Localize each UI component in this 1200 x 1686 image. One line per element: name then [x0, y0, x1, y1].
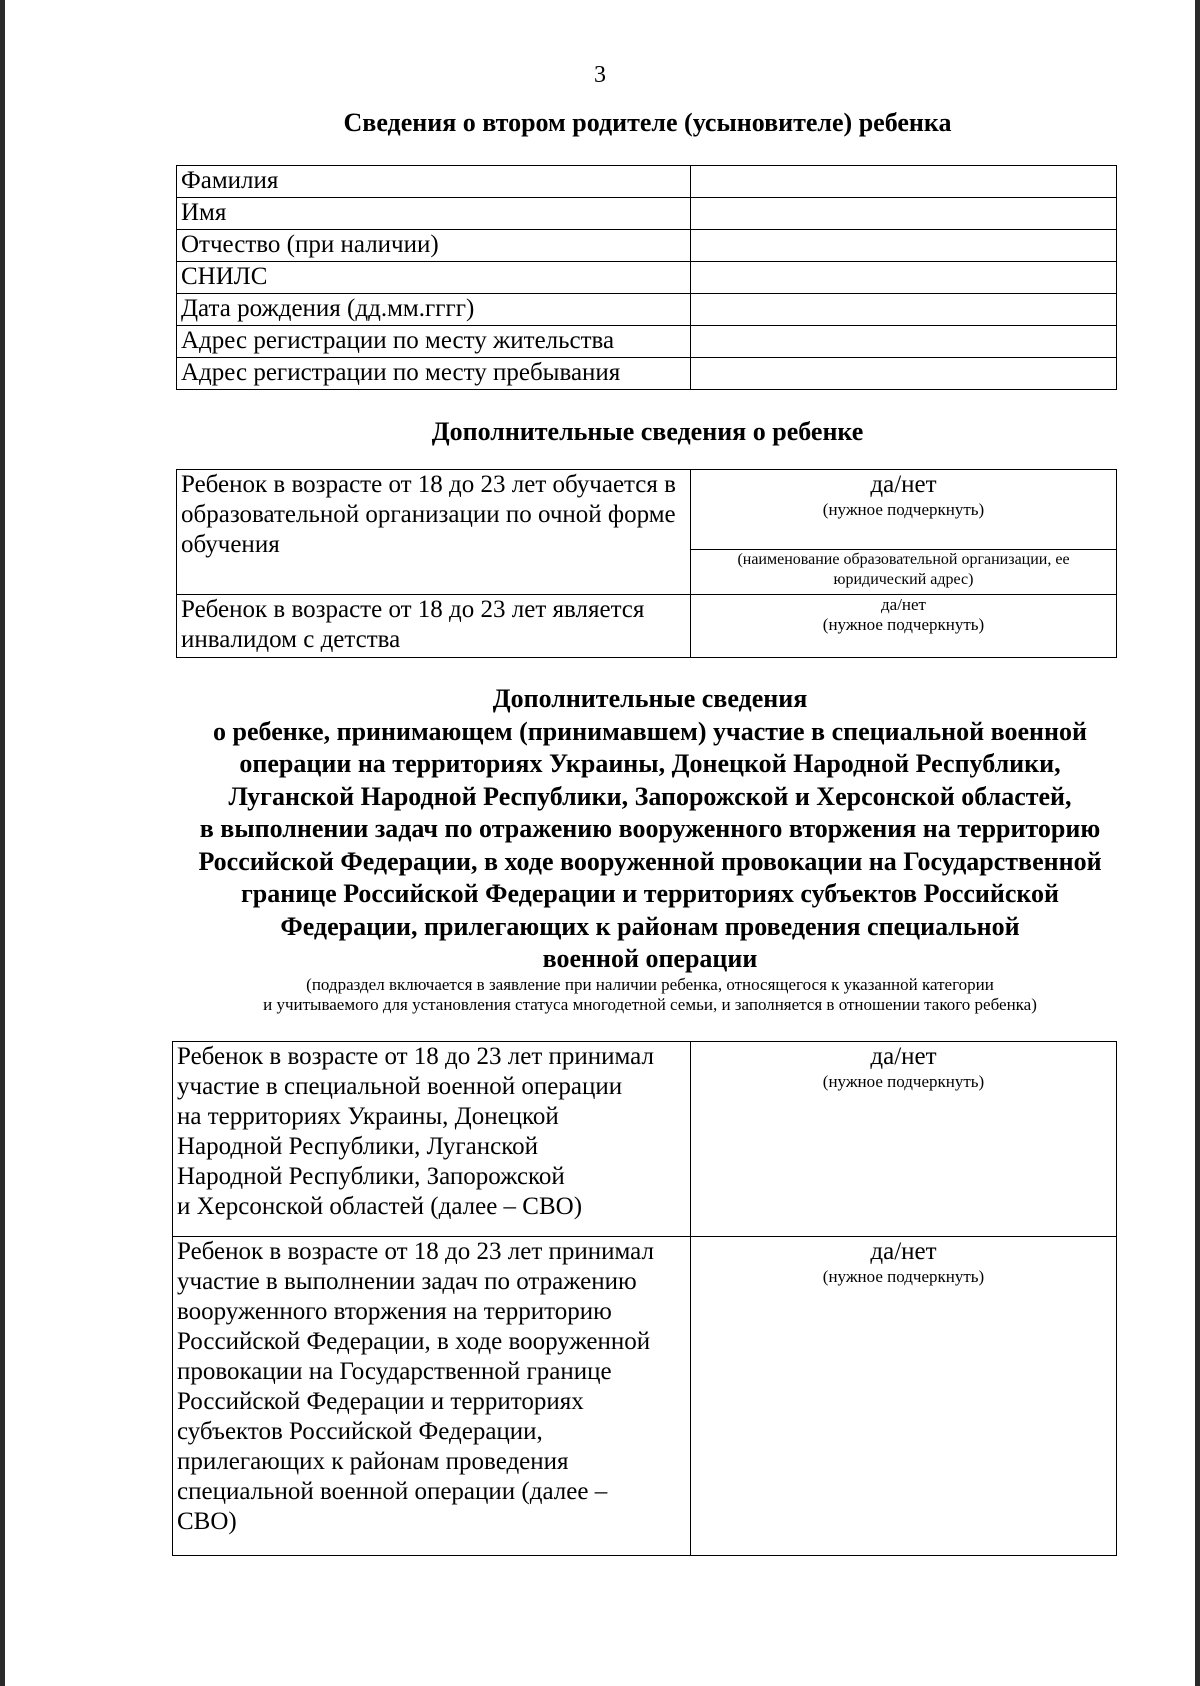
disabled-answer-cell[interactable] — [691, 595, 1117, 658]
field-label-snils: СНИЛС — [177, 262, 691, 294]
study-org-hint: (наименование образовательной организации, ее юридический адрес) — [737, 550, 1070, 588]
svo-title-line: Российской Федерации, в ходе вооруженной провокации на Государственной — [198, 846, 1102, 876]
study-hint: (нужное подчеркнуть) — [822, 500, 985, 519]
field-value-snils[interactable] — [691, 262, 1117, 294]
svo-row-2-line: Ребенок в возрасте от 18 до 23 лет принимал — [177, 1238, 654, 1265]
disabled-hint: (нужное подчеркнуть) — [822, 615, 985, 634]
study-org-cell[interactable] — [691, 549, 1117, 594]
svo-row-2-line: СВО) — [177, 1508, 237, 1535]
disabled-answer[interactable]: да/нет — [881, 595, 926, 614]
field-label-residence-address: Адрес регистрации по месту жительства — [177, 326, 691, 358]
table-row — [177, 262, 1117, 294]
svo-title-line: Федерации, прилегающих к районам проведения специальной — [280, 911, 1020, 941]
table-row — [177, 470, 1117, 550]
svo-row-1-line: Ребенок в возрасте от 18 до 23 лет принимал — [177, 1043, 654, 1070]
svo-row-2-line: субъектов Российской Федерации, — [177, 1418, 543, 1445]
svo-row-1-hint: (нужное подчеркнуть) — [822, 1072, 985, 1091]
svo-title-line: военной операции — [542, 944, 758, 973]
svo-title-line: в выполнении задач по отражению вооруженного вторжения на территорию — [199, 814, 1101, 843]
svo-row-2-answer[interactable]: да/нет — [870, 1238, 937, 1265]
field-value-residence-address[interactable] — [691, 326, 1117, 358]
svo-row-2-hint: (нужное подчеркнуть) — [822, 1267, 985, 1286]
svo-row-1-line: на территориях Украины, Донецкой — [177, 1103, 559, 1130]
field-value-name[interactable] — [691, 198, 1117, 230]
table-row — [173, 1237, 1117, 1556]
svo-row-2-line: Российской Федерации и территориях — [177, 1388, 584, 1415]
table-row — [177, 358, 1117, 390]
svo-table — [172, 1041, 1117, 1556]
parent-info-table — [176, 165, 1117, 390]
svo-row-2-line: провокации на Государственной границе — [177, 1358, 612, 1385]
svo-title-line: операции на территориях Украины, Донецкой Народной Республики, — [239, 749, 1061, 778]
table-row — [173, 1042, 1117, 1237]
svo-row-2-line: вооруженного вторжения на территорию — [177, 1298, 612, 1325]
disabled-label: Ребенок в возрасте от 18 до 23 лет является инвалидом с детства — [177, 595, 691, 658]
field-value-surname[interactable] — [691, 166, 1117, 198]
svo-row-1-label — [173, 1042, 691, 1237]
scan-edge-left — [0, 0, 5, 1686]
svo-row-1-line: и Херсонской областей (далее – СВО) — [177, 1193, 583, 1220]
field-label-birth-date: Дата рождения (дд.мм.гггг) — [177, 294, 691, 326]
field-label-name: Имя — [177, 198, 691, 230]
svo-row-1-line: участие в специальной военной операции — [177, 1073, 623, 1100]
svo-title-line: Луганской Народной Республики, Запорожской и Херсонской областей, — [228, 781, 1072, 811]
svo-row-2-line: Российской Федерации, в ходе вооруженной — [177, 1328, 651, 1355]
table-row — [177, 166, 1117, 198]
section-title-child: Дополнительные сведения о ребенке — [431, 417, 864, 446]
svo-title-line: Дополнительные сведения — [492, 684, 808, 713]
table-row — [177, 294, 1117, 326]
field-label-patronymic: Отчество (при наличии) — [177, 230, 691, 262]
page-number: 3 — [594, 62, 606, 88]
table-row — [177, 326, 1117, 358]
svo-title-line: о ребенке, принимающем (принимавшем) участие в специальной военной — [213, 716, 1087, 746]
svo-row-2-answer-cell[interactable] — [691, 1237, 1117, 1556]
svo-row-2-line: участие в выполнении задач по отражению — [177, 1268, 637, 1295]
study-answer[interactable]: да/нет — [870, 471, 937, 498]
svo-row-1-answer-cell[interactable] — [691, 1042, 1117, 1237]
table-row — [177, 230, 1117, 262]
child-info-table — [176, 469, 1117, 658]
field-value-stay-address[interactable] — [691, 358, 1117, 390]
section-title-parent: Сведения о втором родителе (усыновителе) ребенка — [343, 108, 952, 137]
svo-note-line: и учитываемого для установления статуса многодетной семьи, и заполняется в отношении такого ребенка) — [263, 995, 1037, 1014]
field-label-stay-address: Адрес регистрации по месту пребывания — [177, 358, 691, 390]
svo-row-1-line: Народной Республики, Запорожской — [177, 1163, 565, 1190]
svo-title-line: границе Российской Федерации и территориях субъектов Российской — [240, 879, 1060, 908]
field-label-surname: Фамилия — [177, 166, 691, 198]
field-value-birth-date[interactable] — [691, 294, 1117, 326]
svo-note-line: (подраздел включается в заявление при наличии ребенка, относящегося к указанной категории — [306, 975, 994, 994]
table-row — [177, 198, 1117, 230]
field-value-patronymic[interactable] — [691, 230, 1117, 262]
svo-row-1-answer[interactable]: да/нет — [870, 1043, 937, 1070]
section-title-svo — [130, 683, 1170, 976]
svo-row-2-line: прилегающих к районам проведения — [177, 1448, 569, 1475]
svo-row-1-line: Народной Республики, Луганской — [177, 1133, 538, 1160]
study-label: Ребенок в возрасте от 18 до 23 лет обучается в образовательной организации по очной форме обучения — [177, 470, 691, 595]
svo-note — [130, 975, 1170, 1015]
svo-row-2-label — [173, 1237, 691, 1556]
svo-row-2-line: специальной военной операции (далее – — [177, 1478, 608, 1505]
scan-edge-right — [1195, 0, 1200, 1686]
table-row — [177, 595, 1117, 658]
study-answer-cell[interactable] — [691, 470, 1117, 550]
